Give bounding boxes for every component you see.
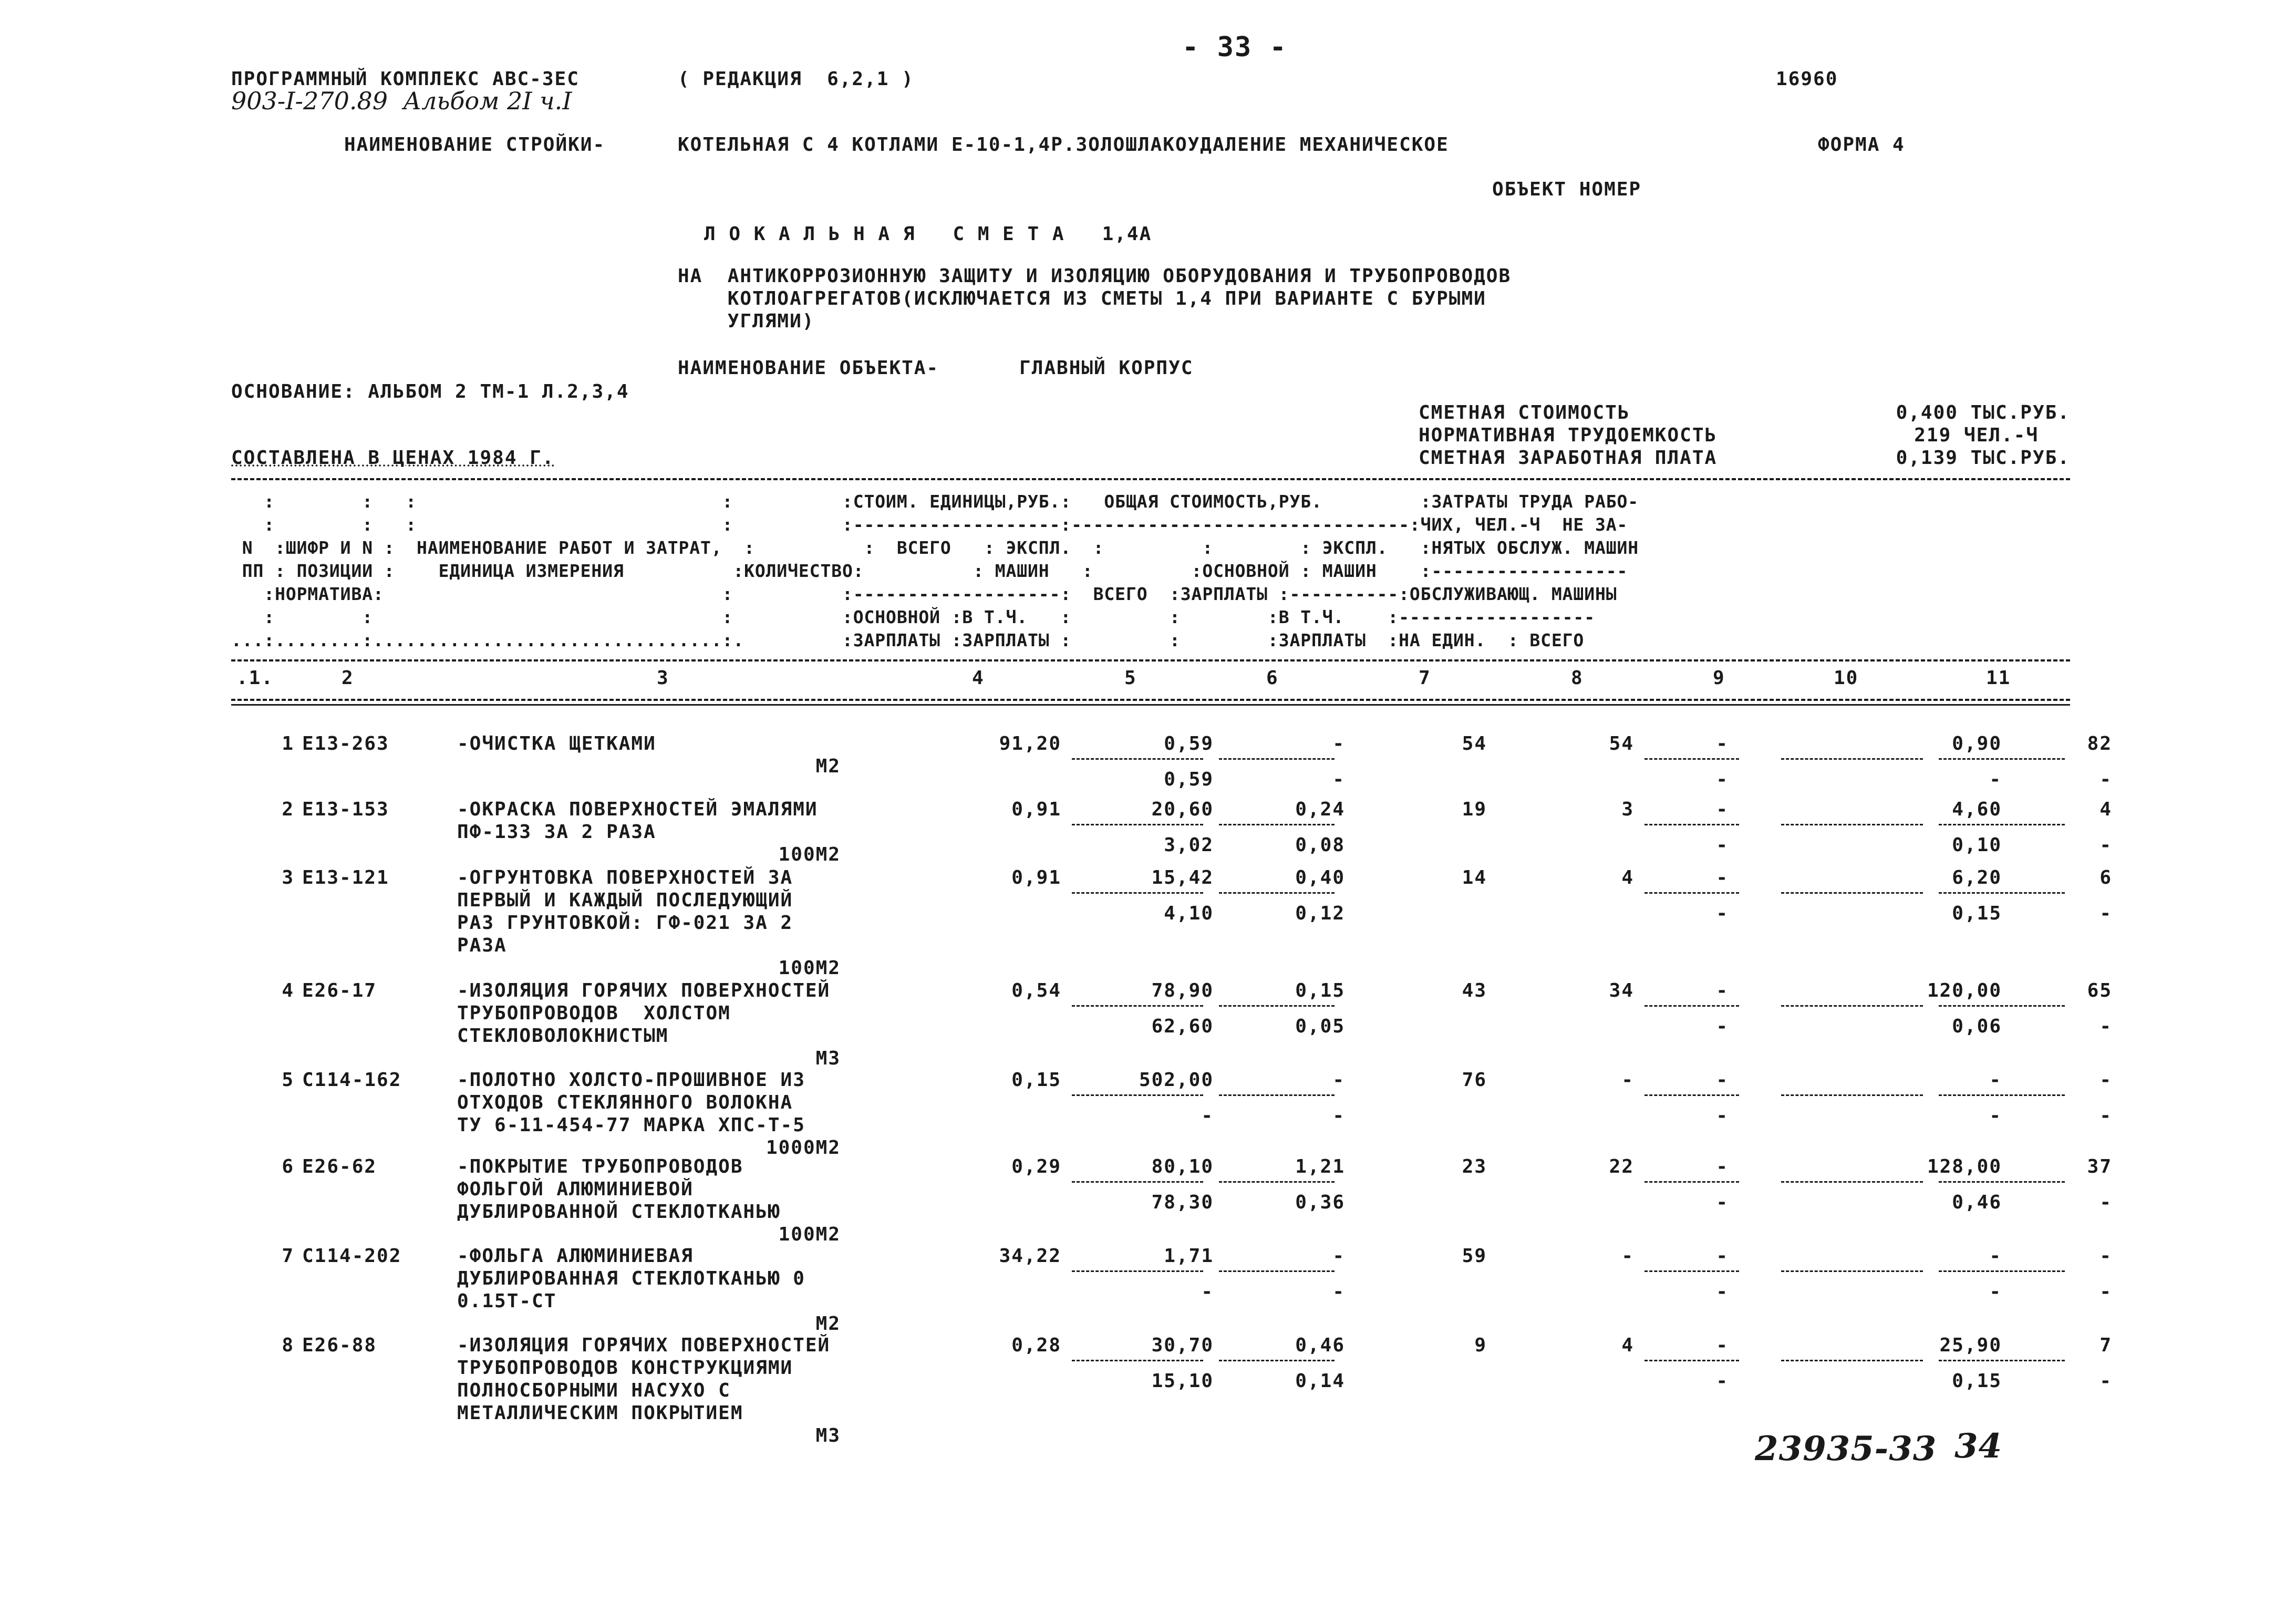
cell-divider [1072,1181,1203,1183]
row-name-line: -ПОКРЫТИЕ ТРУБОПРОВОДОВ [457,1156,743,1177]
summary-label-3: СМЕТНАЯ ЗАРАБОТНАЯ ПЛАТА [1419,447,1718,469]
header-line: : : : : :-------------------:-------------------------------:ЧИХ, ЧЕЛ.-Ч НЕ ЗА- [231,514,1628,535]
row-labor2-unit: 0,06 [1952,1016,2002,1037]
cell-divider [1072,892,1203,894]
header-rule [231,659,2070,661]
row-labor-unit: 4,60 [1952,799,2002,820]
row-labor2-total: - [2100,1016,2112,1037]
row-labor-total: - [2100,1069,2112,1091]
column-number: 3 [657,667,669,689]
handwritten-stamp: 23935-33 [1755,1429,1937,1469]
row-code: Е26-62 [302,1156,377,1177]
row-labor-total: 4 [2100,799,2112,820]
summary-value-3: 0,139 ТЫС.РУБ. [1896,447,2070,469]
object-number: ОБЪЕКТ НОМЕР [1492,179,1642,200]
cell-divider [1219,824,1335,825]
row-unit-total: 15,42 [1151,867,1214,888]
row-unit-total: 0,59 [1164,733,1214,754]
column-number: 9 [1713,667,1725,689]
row-number: 7 [282,1245,294,1267]
row-name-line: ТРУБОПРОВОДОВ КОНСТРУКЦИЯМИ [457,1357,793,1379]
row-labor2-unit: 0,10 [1952,834,2002,856]
row-unit-wage: - [1201,1281,1214,1302]
row-quantity: 0,29 [1011,1156,1061,1177]
row-machine-total: - [1716,980,1729,1001]
row-total: 54 [1462,733,1487,754]
row-quantity: 0,15 [1011,1069,1061,1091]
construction-name: КОТЕЛЬНАЯ С 4 КОТЛАМИ Е-10-1,4Р.ЗОЛОШЛАКОУДАЛЕНИЕ МЕХАНИЧЕСКОЕ [678,134,1449,156]
header-line: ПП : ПОЗИЦИИ : ЕДИНИЦА ИЗМЕРЕНИЯ :КОЛИЧЕСТВО: : МАШИН : :ОСНОВНОЙ : МАШИН :------------------ [231,561,1628,581]
cell-divider [1645,892,1739,894]
summary-label-1: СМЕТНАЯ СТОИМОСТЬ [1419,402,1630,423]
row-labor2-total: - [2100,903,2112,924]
header-line: : : : : :СТОИМ. ЕДИНИЦЫ,РУБ.: ОБЩАЯ СТОИМОСТЬ,РУБ. :ЗАТРАТЫ ТРУДА РАБО- [231,491,1639,512]
cell-divider [1645,824,1739,825]
row-name-line: 0.15Т-СТ [457,1290,557,1312]
cell-divider [1072,1094,1203,1096]
row-number: 8 [282,1335,294,1356]
price-basis: СОСТАВЛЕНА В ЦЕНАХ 1984 Г. [231,447,555,469]
column-number: 5 [1124,667,1137,689]
row-machine-total: - [1716,1069,1729,1091]
column-number-rule-2 [231,704,2070,706]
row-machine: - [1332,1069,1345,1091]
row-labor2-unit: 0,15 [1952,1370,2002,1392]
cell-divider [1219,892,1335,894]
page-number: - 33 - [1182,32,1287,63]
row-code: Е13-263 [302,733,389,754]
row-labor-unit: 128,00 [1927,1156,2002,1177]
row-unit-wage: 15,10 [1151,1370,1214,1392]
cell-divider [1781,1094,1923,1096]
row-machine-wage: 0,14 [1295,1370,1345,1392]
column-number-rule [231,699,2070,701]
cell-divider [1939,892,2065,894]
cell-divider [1939,1181,2065,1183]
row-name-line: ДУБЛИРОВАННОЙ СТЕКЛОТКАНЬЮ [457,1201,781,1223]
row-name-line: РАЗА [457,935,507,956]
row-machine-total-wage: - [1716,769,1729,790]
row-machine-total-wage: - [1716,1192,1729,1213]
row-name-line: ПЕРВЫЙ И КАЖДЫЙ ПОСЛЕДУЮЩИЙ [457,890,793,911]
row-quantity: 34,22 [999,1245,1061,1267]
row-labor-total: 6 [2100,867,2112,888]
row-labor-total: 65 [2087,980,2112,1001]
row-name-line: ТУ 6-11-454-77 МАРКА ХПС-Т-5 [457,1114,805,1136]
row-machine-total: - [1716,1245,1729,1267]
subject-line-1: НА АНТИКОРРОЗИОННУЮ ЗАЩИТУ И ИЗОЛЯЦИЮ ОБОРУДОВАНИЯ И ТРУБОПРОВОДОВ [678,265,1512,287]
row-quantity: 0,54 [1011,980,1061,1001]
summary-value-1: 0,400 ТЫС.РУБ. [1896,402,2070,423]
row-machine-total: - [1716,1335,1729,1356]
cell-divider [1781,824,1923,825]
column-number: 8 [1571,667,1584,689]
document-title: Л О К А Л Ь Н А Я С М Е Т А 1,4А [704,223,1152,245]
summary-label-2: НОРМАТИВНАЯ ТРУДОЕМКОСТЬ [1419,425,1718,446]
row-machine: 0,24 [1295,799,1345,820]
row-unit-wage: 3,02 [1164,834,1214,856]
cell-divider [1939,824,2065,825]
row-base-wage: - [1621,1069,1634,1091]
subject-line-3: УГЛЯМИ) [678,311,815,332]
basis: ОСНОВАНИЕ: АЛЬБОМ 2 ТМ-1 Л.2,3,4 [231,381,629,402]
row-code: Е26-17 [302,980,377,1001]
row-machine: - [1332,733,1345,754]
row-base-wage: 4 [1621,867,1634,888]
form-label: ФОРМА 4 [1818,134,1905,156]
row-number: 6 [282,1156,294,1177]
row-name-line: МЕТАЛЛИЧЕСКИМ ПОКРЫТИЕМ [457,1402,743,1424]
row-name-line: -ИЗОЛЯЦИЯ ГОРЯЧИХ ПОВЕРХНОСТЕЙ [457,980,831,1001]
row-unit: 1000М2 [766,1137,841,1159]
row-total: 9 [1474,1335,1487,1356]
row-machine-wage: - [1332,769,1345,790]
row-labor-unit: - [1989,1069,2002,1091]
row-unit-total: 78,90 [1151,980,1214,1001]
header-line: N :ШИФР И N : НАИМЕНОВАНИЕ РАБОТ И ЗАТРАТ, : : ВСЕГО : ЭКСПЛ. : : : ЭКСПЛ. :НЯТЫХ ОБСЛУЖ. МАШИН [231,537,1639,558]
cell-divider [1072,1270,1203,1272]
row-unit: 100М2 [778,957,841,979]
header-line: ...:........:................................:. :ЗАРПЛАТЫ :ЗАРПЛАТЫ : : :ЗАРПЛАТЫ :НА ЕДИН. : ВСЕГО [231,630,1585,650]
row-number: 1 [282,733,294,754]
row-name-line: -ИЗОЛЯЦИЯ ГОРЯЧИХ ПОВЕРХНОСТЕЙ [457,1335,831,1356]
row-labor2-total: - [2100,1370,2112,1392]
row-labor2-unit: 0,15 [1952,903,2002,924]
row-machine-wage: 0,05 [1295,1016,1345,1037]
row-number: 4 [282,980,294,1001]
row-machine-wage: 0,12 [1295,903,1345,924]
row-labor2-total: - [2100,1192,2112,1213]
row-labor2-unit: - [1989,1281,2002,1302]
row-machine-wage: 0,08 [1295,834,1345,856]
cell-divider [1939,1360,2065,1361]
row-code: Е26-88 [302,1335,377,1356]
row-name-line: -ОКРАСКА ПОВЕРХНОСТЕЙ ЭМАЛЯМИ [457,799,818,820]
row-quantity: 91,20 [999,733,1061,754]
row-base-wage: 34 [1609,980,1634,1001]
row-code: С114-162 [302,1069,402,1091]
row-labor-total: - [2100,1245,2112,1267]
cell-divider [1072,1005,1203,1007]
row-labor-total: 7 [2100,1335,2112,1356]
row-labor-total: 82 [2087,733,2112,754]
row-name-line: ОТХОДОВ СТЕКЛЯННОГО ВОЛОКНА [457,1092,793,1113]
row-labor2-unit: - [1989,769,2002,790]
cell-divider [1781,1360,1923,1361]
row-machine-total: - [1716,799,1729,820]
row-unit: 100М2 [778,1224,841,1245]
row-unit: М3 [815,1048,841,1069]
cell-divider [1939,1270,2065,1272]
row-machine-wage: - [1332,1281,1345,1302]
row-total: 14 [1462,867,1487,888]
row-machine-wage: 0,36 [1295,1192,1345,1213]
row-machine-total-wage: - [1716,1370,1729,1392]
cell-divider [1781,1181,1923,1183]
row-quantity: 0,91 [1011,867,1061,888]
row-machine: 0,15 [1295,980,1345,1001]
row-name-line: ДУБЛИРОВАННАЯ СТЕКЛОТКАНЬЮ 0 [457,1268,805,1289]
row-unit-wage: 62,60 [1151,1016,1214,1037]
cell-divider [1781,1005,1923,1007]
object-name: ГЛАВНЫЙ КОРПУС [1019,357,1194,379]
row-machine-total: - [1716,733,1729,754]
row-base-wage: 22 [1609,1156,1634,1177]
row-name-line: -ФОЛЬГА АЛЮМИНИЕВАЯ [457,1245,694,1267]
row-unit-total: 502,00 [1139,1069,1214,1091]
column-number: 6 [1266,667,1279,689]
row-labor2-unit: 0,46 [1952,1192,2002,1213]
cell-divider [1645,1270,1739,1272]
cell-divider [1781,758,1923,760]
row-machine-total-wage: - [1716,903,1729,924]
row-total: 76 [1462,1069,1487,1091]
column-number: 11 [1986,667,2011,689]
row-base-wage: 4 [1621,1335,1634,1356]
row-machine: 0,46 [1295,1335,1345,1356]
row-name-line: ПОЛНОСБОРНЫМИ НАСУХО С [457,1380,731,1401]
row-name-line: ФОЛЬГОЙ АЛЮМИНИЕВОЙ [457,1178,694,1200]
edition: ( РЕДАКЦИЯ 6,2,1 ) [678,68,914,90]
subject-line-2: КОТЛОАГРЕГАТОВ(ИСКЛЮЧАЕТСЯ ИЗ СМЕТЫ 1,4 ПРИ ВАРИАНТЕ С БУРЫМИ [678,288,1486,309]
cell-divider [1072,1360,1203,1361]
row-machine: 1,21 [1295,1156,1345,1177]
header-line: :НОРМАТИВА: : :-------------------: ВСЕГО :ЗАРПЛАТЫ :----------:ОБСЛУЖИВАЮЩ. МАШИНЫ [231,584,1617,604]
cell-divider [1219,1181,1335,1183]
row-code: Е13-121 [302,867,389,888]
row-unit-total: 1,71 [1164,1245,1214,1267]
cell-divider [1781,1270,1923,1272]
row-labor2-unit: - [1989,1105,2002,1126]
row-base-wage: 3 [1621,799,1634,820]
program-name: ПРОГРАММНЫЙ КОМПЛЕКС АВС-ЗЕС [231,68,580,90]
album-reference: 903-I-270.89 Альбом 2I ч.I [231,87,572,115]
row-base-wage: 54 [1609,733,1634,754]
row-machine-total-wage: - [1716,834,1729,856]
row-number: 3 [282,867,294,888]
row-quantity: 0,91 [1011,799,1061,820]
row-machine-wage: - [1332,1105,1345,1126]
column-number: .1. [236,667,274,689]
row-unit-total: 20,60 [1151,799,1214,820]
row-machine-total-wage: - [1716,1016,1729,1037]
header-line: : : : :ОСНОВНОЙ :В Т.Ч. : : :В Т.Ч. :------------------ [231,607,1595,627]
row-unit: М2 [815,756,841,777]
cell-divider [1939,1005,2065,1007]
cell-divider [1072,758,1203,760]
row-base-wage: - [1621,1245,1634,1267]
row-machine: - [1332,1245,1345,1267]
cell-divider [1645,1094,1739,1096]
row-unit-wage: 78,30 [1151,1192,1214,1213]
row-code: Е13-153 [302,799,389,820]
row-labor-unit: 120,00 [1927,980,2002,1001]
row-unit-wage: - [1201,1105,1214,1126]
cell-divider [1645,1360,1739,1361]
column-number: 7 [1419,667,1431,689]
document-number: 16960 [1776,68,1838,90]
row-unit-total: 30,70 [1151,1335,1214,1356]
row-unit: М3 [815,1425,841,1446]
row-name-line: -ПОЛОТНО ХОЛСТО-ПРОШИВНОЕ ИЗ [457,1069,805,1091]
row-labor2-total: - [2100,1105,2112,1126]
row-labor-unit: 6,20 [1952,867,2002,888]
row-total: 59 [1462,1245,1487,1267]
summary-value-2: 219 ЧЕЛ.-Ч [1914,425,2039,446]
row-labor2-total: - [2100,769,2112,790]
cell-divider [1645,758,1739,760]
cell-divider [1645,1005,1739,1007]
row-machine-total: - [1716,1156,1729,1177]
row-machine: 0,40 [1295,867,1345,888]
row-total: 43 [1462,980,1487,1001]
cell-divider [1219,1005,1335,1007]
row-unit: 100М2 [778,844,841,865]
column-number: 4 [972,667,985,689]
row-number: 2 [282,799,294,820]
cell-divider [1072,824,1203,825]
cell-divider [1939,1094,2065,1096]
handwritten-page: 34 [1954,1426,2003,1466]
row-labor2-total: - [2100,834,2112,856]
row-number: 5 [282,1069,294,1091]
row-labor2-total: - [2100,1281,2112,1302]
row-name-line: ТРУБОПРОВОДОВ ХОЛСТОМ [457,1002,731,1024]
row-machine-total-wage: - [1716,1105,1729,1126]
row-unit-wage: 4,10 [1164,903,1214,924]
row-labor-total: 37 [2087,1156,2112,1177]
cell-divider [1219,1360,1335,1361]
row-labor-unit: - [1989,1245,2002,1267]
cell-divider [1219,758,1335,760]
row-name-line: -ОЧИСТКА ЩЕТКАМИ [457,733,656,754]
cell-divider [1219,1094,1335,1096]
row-labor-unit: 0,90 [1952,733,2002,754]
row-unit-total: 80,10 [1151,1156,1214,1177]
row-name-line: -ОГРУНТОВКА ПОВЕРХНОСТЕЙ ЗА [457,867,793,888]
table-top-rule [231,478,2070,480]
column-number: 2 [342,667,354,689]
cell-divider [1219,1270,1335,1272]
row-name-line: ПФ-133 ЗА 2 РАЗА [457,821,656,843]
row-unit: М2 [815,1313,841,1335]
cell-divider [1645,1181,1739,1183]
column-number: 10 [1834,667,1859,689]
row-name-line: РАЗ ГРУНТОВКОЙ: ГФ-021 ЗА 2 [457,912,793,934]
row-quantity: 0,28 [1011,1335,1061,1356]
row-machine-total: - [1716,867,1729,888]
cell-divider [1939,758,2065,760]
row-unit-wage: 0,59 [1164,769,1214,790]
row-machine-total-wage: - [1716,1281,1729,1302]
row-name-line: СТЕКЛОВОЛОКНИСТЫМ [457,1025,669,1047]
cell-divider [1781,892,1923,894]
row-code: С114-202 [302,1245,402,1267]
row-total: 19 [1462,799,1487,820]
object-label: НАИМЕНОВАНИЕ ОБЪЕКТА- [678,357,939,379]
construction-label: НАИМЕНОВАНИЕ СТРОЙКИ- [344,134,606,156]
row-labor-unit: 25,90 [1939,1335,2002,1356]
row-total: 23 [1462,1156,1487,1177]
